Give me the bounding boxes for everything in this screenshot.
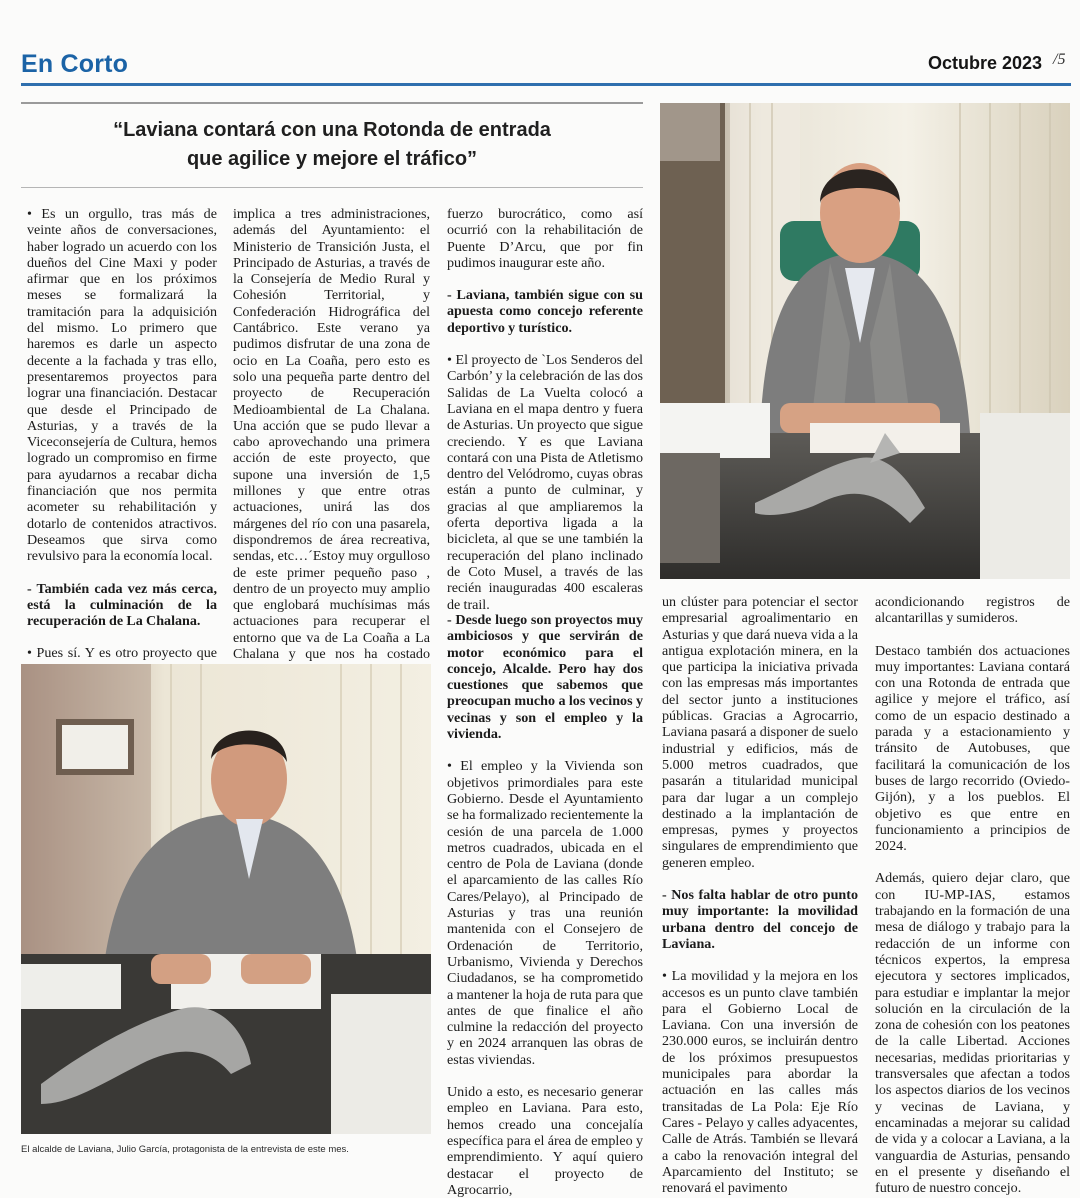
column-3-upper: [447, 206, 643, 613]
headline-top-rule: [21, 102, 643, 104]
portrait-illustration: [660, 103, 1070, 579]
paragraph: • La movilidad y la mejora en los accesos es un punto clave también para el Gobierno Local de Laviana. Con una inversión de 230.000 euros, se incluirán dentro de los próximos presupuestos municipales para abordar la actuación en las calles más transitadas de La Pola: Eje Río Cares - Pelayo y calles adyacentes, Calle de Atrás. También se llevará a cabo la renovación integral del Aparcamiento del Instituto; se renovará el pavimento: [662, 968, 858, 1197]
paragraph: Unido a esto, es necesario generar empleo en Laviana. Para esto, hemos creado una concejalía específica para el área de empleo y emprendimiento. Y aquí quiero destacar el proyecto de Agrocarrio,: [447, 1084, 643, 1198]
column-3-lower: [447, 612, 643, 1198]
paragraph: un clúster para potenciar el sector empresarial agroalimentario en Asturias y que dará nueva vida a la antigua explotación minera, en la que participa la iniciativa privada con las empresas más importantes del sector junto a instituciones públicas. Gracias a Agrocarrio, Laviana pasará a disponer de suelo industrial y edificios, más de 5.000 metros cuadrados, que pasarán a titularidad municipal para dar lugar a un complejo destinado a la implantación de empresas, pymes y proyectos singulares de emprendimiento que generen empleo.: [662, 594, 858, 871]
headline-line-2: que agilice y mejore el tráfico”: [186, 148, 478, 170]
headline-line-1: “Laviana contará con una Rotonda de entrada: [113, 119, 551, 141]
page-number: /5: [1053, 51, 1066, 68]
mayor-portrait-photo: [660, 103, 1070, 579]
paragraph: acondicionando registros de alcantarillas y sumideros.: [875, 594, 1070, 627]
paragraph: implica a tres administraciones, además del Ayuntamiento: el Ministerio de Transición Justa, el Principado de Asturias, a través de la Consejería de Medio Rural y Cohesión Territorial, y Confederación Hidrográfica del Cantábrico. Este verano ya pudimos disfrutar de una zona de ocio en La Coaña, pero esto es solo una pequeña parte dentro del proyecto de Recuperación Medioambiental de La Chalana. Una acción que se pudo llevar a cabo aprovechando una primera acción de este proyecto, que supone una inversión de 1,5 millones y que entre otras actuaciones, unirá las dos márgenes del río con una pasarela, dispondremos de área recreativa, sendas, etc…´Estoy muy orgulloso de este primer pequeño paso , dentro de un proyecto muy amplio que englobará muchísimas más actuaciones para recuperar el entorno que va de La Coaña a La Chalana y que nos ha costado: [233, 206, 430, 663]
issue-date: Octubre 2023: [928, 53, 1043, 73]
interview-question: - También cada vez más cerca, está la culminación de la recuperación de La Chalana.: [27, 580, 217, 630]
paragraph: Además, quiero dejar claro, que con IU-MP-IAS, estamos trabajando en la formación de una mesa de diálogo y trabajo para la redacción de un informe con técnicos expertos, la empresa ejecutora y sectores implicados, para estudiar e implantar la mejor solución en la circulación de la zona de cohesión con los peatones de la calle Libertad. Acciones necesarias, medidas prioritarias y transversales que afectan a todos los aspectos diarios de los vecinos y vecinas de Laviana, y encaminadas a mejorar su calidad de vida y a colocar a Laviana, a la vanguardia de Asturias, pensando en el presente y diseñando el futuro de nuestro concejo.: [875, 870, 1070, 1197]
mayor-signing-photo: [21, 664, 431, 1134]
column-2: [233, 206, 430, 663]
column-5: [875, 594, 1070, 1197]
paragraph: Destaco también dos actuaciones muy importantes: Laviana contará con una Rotonda de entrada que agilice y mejore el tráfico, así como de un espacio destinado a parada y a estacionamiento y tránsito de Autobuses, que facilitará la comunicación de los buses de largo recorrido (Oviedo- Gijón), y a los pueblos. El objetivo es que entre en funcionamiento a principios de 2024.: [875, 642, 1070, 855]
paragraph: • Es un orgullo, tras más de veinte años de conversaciones, haber logrado un acuerdo con los dueños del Cine Maxi y poder afirmar que en los próximos meses se formalizará la tramitación para la adquisición del mismo. Lo primero que haremos es darle un aspecto decente a la fachada y tras ello, presentaremos proyectos para lograr una financiación. Destacar que desde el Principado de Asturias, y a través de la Viceconsejería de Cultura, hemos logrado un compromiso en firme para ayudarnos a recabar dicha financiación que nos permita acometer su rehabilitación y dotarlo de contenidos atractivos. Deseamos que sirva como revulsivo para la economía local.: [27, 206, 217, 565]
paragraph: • El proyecto de `Los Senderos del Carbón’ y la celebración de las dos Salidas de La Vuelta colocó a Laviana en el mapa dentro y fuera de Asturias. Un proyecto que sigue creciendo. Y es que Laviana contará con una Pista de Atletismo dentro del Velódromo, cuyas obras están a punto de culminar, y gracias al que ampliaremos la oferta deportiva ligada a la bicicleta, al que se une también la recuperación del plano inclinado de Coto Musel, a través de las recién inauguradas 400 escaleras de trail.: [447, 352, 643, 613]
headline: [21, 116, 643, 174]
signing-illustration: [21, 664, 431, 1134]
column-1: [27, 206, 217, 662]
interview-question: - Laviana, también sigue con su apuesta como concejo referente deportivo y turístico.: [447, 287, 643, 336]
section-title: En Corto: [21, 50, 129, 78]
paragraph: • Pues sí. Y es otro proyecto que: [27, 645, 217, 662]
paragraph: • El empleo y la Vivienda son objetivos primordiales para este Gobierno. Desde el Ayuntamiento se ha formalizado recientemente la cesión de una parcela de 1.000 metros cuadrados, ubicada en el centro de Pola de Laviana (donde el aparcamiento de las calles Río Cares/Pelayo), al Principado de Asturias y tras una reunión mantenida con el Consejero de Ordenación de Territorio, Urbanismo, Vivienda y Derechos Ciudadanos, se ha comprometido a mantener la hoja de ruta para que antes de que finalice el año culmine la redacción del proyecto y en 2024 arranquen las obras de estas viviendas.: [447, 758, 643, 1068]
interview-question: - Nos falta hablar de otro punto muy importante: la movilidad urbana dentro del concejo de Laviana.: [662, 887, 858, 952]
header-rule: [21, 83, 1071, 86]
paragraph: fuerzo burocrático, como así ocurrió con la rehabilitación de Puente D’Arcu, que por fin pudimos inaugurar este año.: [447, 206, 643, 271]
headline-bottom-rule: [21, 187, 643, 188]
column-4: [662, 594, 858, 1197]
interview-question: - Desde luego son proyectos muy ambiciosos y que servirán de motor económico para el concejo, Alcalde. Pero hay dos cuestiones que sabemos que preocupan mucho a los vecinos y vecinas y son el empleo y la vivienda.: [447, 612, 643, 743]
photo-caption: El alcalde de Laviana, Julio García, protagonista de la entrevista de este mes.: [21, 1144, 349, 1155]
